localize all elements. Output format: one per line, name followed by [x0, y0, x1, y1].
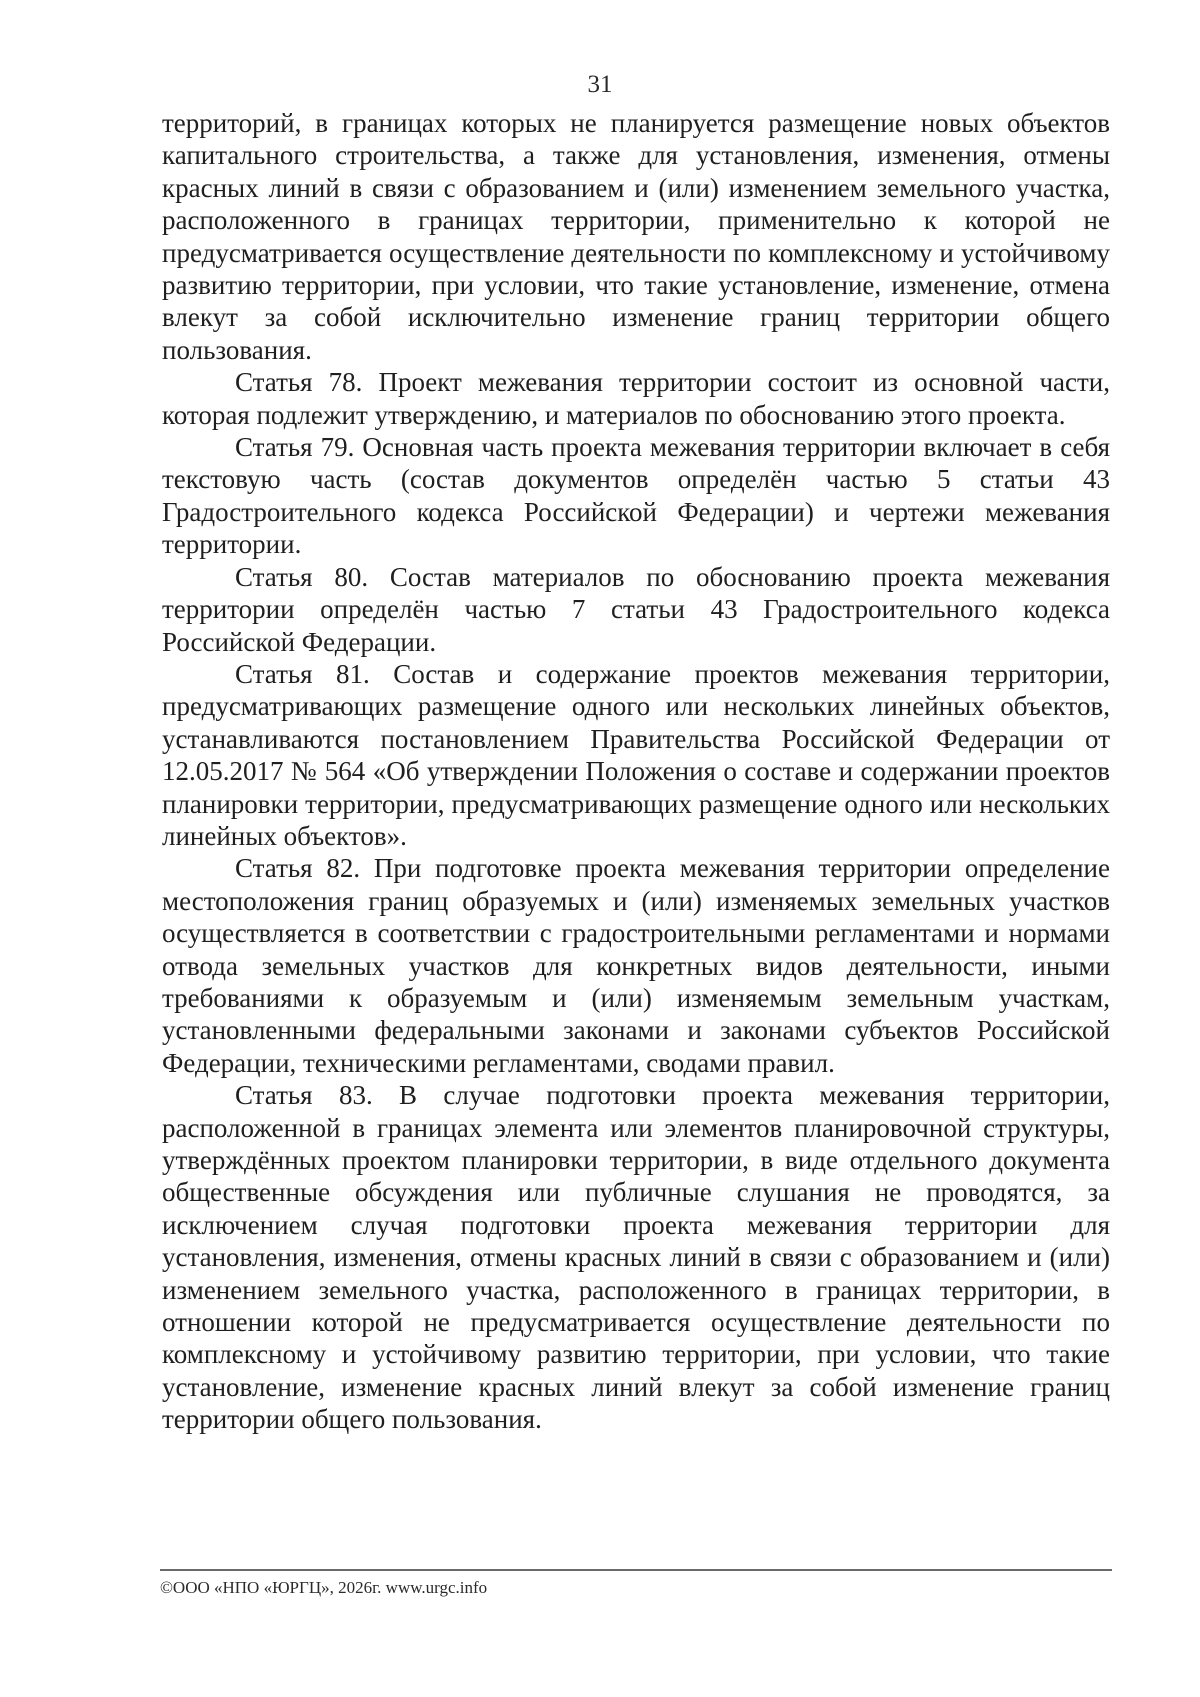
footer-divider [160, 1569, 1112, 1571]
article-79: Статья 79. Основная часть проекта межевания территории включает в себя текстовую часть (состав документов определён частью 5 статьи 43 Градостроительного кодекса Российской Федерации) и чертежи межевания территории. [162, 432, 1110, 560]
page-number: 31 [587, 71, 613, 98]
article-83: Статья 83. В случае подготовки проекта межевания территории, расположенной в границах элемента или элементов планировочной структуры, утверждённых проектом планировки территории, в виде отдельного документа общественные обсуждения или публичные слушания не проводятся, за исключением случая подготовки проекта межевания территории для установления, изменения, отмены красных линий в связи с образованием и (или) изменением земельного участка, расположенного в границах территории, в отношении которой не предусматривается осуществление деятельности по комплексному и устойчивому развитию территории, при условии, что такие установление, изменение красных линий влекут за собой изменение границ территории общего пользования. [162, 1080, 1110, 1435]
article-80: Статья 80. Состав материалов по обоснованию проекта межевания территории определён частью 7 статьи 43 Градостроительного кодекса Российской Федерации. [162, 561, 1110, 657]
article-81: Статья 81. Состав и содержание проектов межевания территории, предусматривающих размещение одного или нескольких линейных объектов, устанавливаются постановлением Правительства Российской Федерации от 12.05.2017 № 564 «Об утверждении Положения о составе и содержании проектов планировки территории, предусматривающих размещение одного или нескольких линейных объектов». [162, 658, 1110, 851]
footer-copyright: ©ООО «НПО «ЮРГЦ», 2026г. www.urgc.info [160, 1578, 488, 1597]
paragraph-continuation: территорий, в границах которых не планируется размещение новых объектов капитального строительства, а также для установления, изменения, отмены красных линий в связи с образованием и (или) изменением земельного участка, расположенного в границах территории, применительно к которой не предусматривается осуществление деятельности по комплексному и устойчивому развитию территории, при условии, что такие установление, изменение, отмена влекут за собой исключительно изменение границ территории общего пользования. [162, 108, 1110, 365]
article-78: Статья 78. Проект межевания территории состоит из основной части, которая подлежит утверждению, и материалов по обоснованию этого проекта. [162, 367, 1110, 430]
article-82: Статья 82. При подготовке проекта межевания территории определение местоположения границ образуемых и (или) изменяемых земельных участков осуществляется в соответствии с градостроительными регламентами и нормами отвода земельных участков для конкретных видов деятельности, иными требованиями к образуемым и (или) изменяемым земельным участкам, установленными федеральными законами и законами субъектов Российской Федерации, техническими регламентами, сводами правил. [162, 853, 1110, 1078]
document-body [162, 107, 1110, 1436]
